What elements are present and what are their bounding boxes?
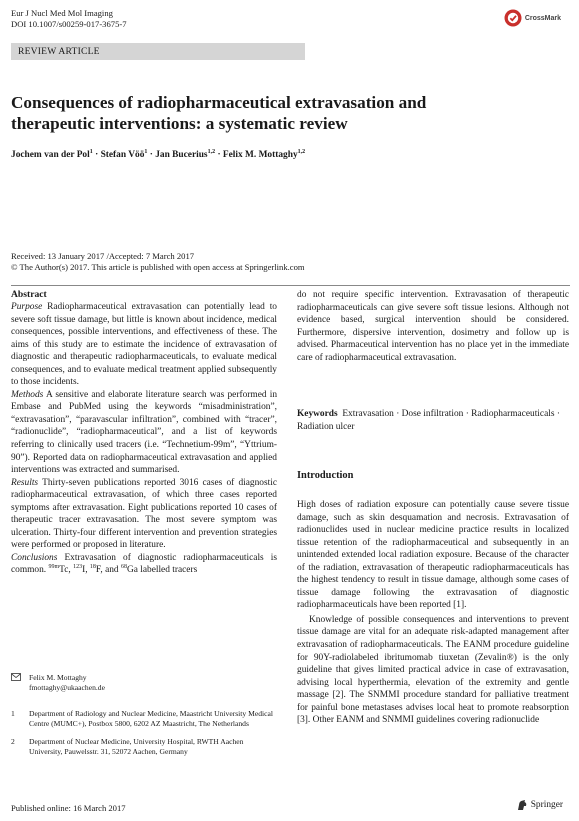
purpose-text: Radiopharmaceutical extravasation can potentially lead to severe soft tissue damage, but little is known about incidence, medical consequences, possible interventions, and effectiveness of these. The aims of this study are to estimate the incidence of extravasation of diagnostic and therapeutic radiopharmaceuticals, to evaluate medical consequences, and to evaluate medical treatment applied subsequently to those incidents. bbox=[11, 302, 277, 388]
intro-paragraph-1: High doses of radiation exposure can potentially cause severe tissue damage, such as skin desquamation and necrosis. Extravasation of radionuclides used in nuclear medicine practice results in localized tissue retention of the radiopharmaceutical and subsequently in an unintended extended local radiation exposure. Because of the character of the radiation, extravasation of therapeutic radiopharmaceuticals has the highest tendency to result in tissue damage, although some cases of tissue damage following the extravasation of diagnostic radiopharmaceuticals have been reported [1]. bbox=[297, 500, 569, 611]
affiliation-number: 1 bbox=[11, 709, 15, 718]
tracer-element: Tc bbox=[59, 565, 69, 576]
tracer-mass: 18 bbox=[89, 564, 96, 571]
introduction-heading: Introduction bbox=[297, 470, 354, 481]
divider bbox=[11, 285, 570, 286]
tracer-element: Ga bbox=[126, 565, 138, 576]
author-name[interactable]: Jochem van der Pol bbox=[11, 150, 90, 160]
springer-label: Springer bbox=[530, 800, 563, 810]
affiliation bbox=[11, 737, 277, 757]
correspondence-email[interactable]: fmottaghy@ukaachen.de bbox=[29, 683, 105, 692]
introduction-body bbox=[297, 499, 569, 727]
springer-horse-icon bbox=[516, 799, 528, 811]
journal-header bbox=[11, 8, 127, 30]
methods-text: A sensitive and elaborate literature search was performed in Embase and PubMed using the keywords “misadministration”, “extravasation”, “paravascular infiltration”, combined with “tracer”, “radionuclide”, “radiopharmaceutical”, and a list of keywords referring to clinically used tracers (i.e. “Technetium-99m”, “Yttrium-90”). Reported data on radiopharmaceutical extravasation and applied interventions was extracted and summarised. bbox=[11, 389, 278, 476]
correspondence bbox=[11, 673, 277, 693]
abstract-heading: Abstract bbox=[11, 289, 47, 300]
article-title: Consequences of radiopharmaceutical extravasation and therapeutic interventions: a systematic review bbox=[11, 93, 427, 133]
conclusions-continued: do not require specific intervention. Extravasation of therapeutic radiopharmaceuticals can give severe soft tissue lesions. Although not evidence based, surgical intervention should be considered. Furthermore, dispersive intervention, dosimetry and follow up is advised. Pharmaceutical intervention has no place yet in the immediate care of radiopharmaceutical extravasation. bbox=[297, 290, 569, 363]
published-online: Published online: 16 March 2017 bbox=[11, 803, 126, 813]
copyright-notice: © The Author(s) 2017. This article is published with open access at Springerlink.com bbox=[11, 262, 305, 273]
crossmark-icon bbox=[504, 9, 522, 27]
results-label: Results bbox=[11, 477, 39, 488]
tracer-element: F bbox=[95, 565, 101, 576]
crossmark-label: CrossMark bbox=[524, 14, 561, 22]
abstract-body bbox=[11, 301, 277, 577]
affiliation-text: Department of Nuclear Medicine, University Hospital, RWTH Aachen University, Pauwelsstr. 31, 52072 Aachen, Germany bbox=[29, 737, 244, 756]
tracer-mass: 99m bbox=[48, 564, 60, 571]
tracer-mass: 68 bbox=[120, 564, 127, 571]
affiliation bbox=[11, 709, 277, 729]
envelope-icon bbox=[11, 673, 23, 693]
conclusions-label: Conclusions bbox=[11, 552, 58, 563]
article-type-banner: REVIEW ARTICLE bbox=[11, 43, 305, 60]
keywords-label: Keywords bbox=[297, 409, 338, 419]
intro-paragraph-2: Knowledge of possible consequences and interventions to prevent tissue damage are vital for an adequate risk-adapted management after extravasation of radiopharmaceuticals. The EANM procedure guideline for 90Y-radiolabeled ibritumomab tiuxetan (Zevalin®) is the only guideline that gives limited practical advice in case of extravasation, advising local hyperthermia, elevation of the extremity and gentle massage [2]. The SNMMI procedure standard for palliative treatment for painful bone metastases advises local heat to promote reabsorption [3]. Other EANM and SNMMI guidelines covering radionuclide bbox=[297, 614, 569, 726]
footnotes bbox=[11, 673, 277, 761]
tracer-element: I bbox=[82, 565, 86, 576]
author-list: Jochem van der Pol$^1$ · Stefan Vöö$^1$ · Jan Bucerius$^{1,2}$ · Felix M. Mottaghy$^{1,2}$ bbox=[11, 148, 306, 160]
correspondence-name: Felix M. Mottaghy bbox=[29, 673, 87, 682]
abstract-conclusions: Conclusions Extravasation of diagnostic radiopharmaceuticals is common. $^{99m}$Tc, $^{123}$I, $^{18}$F, and $^{68}$Ga labelled tracers bbox=[11, 552, 278, 576]
springer-logo[interactable] bbox=[516, 799, 563, 811]
tracers-suffix: labelled tracers bbox=[140, 565, 198, 576]
author-name[interactable]: Jan Bucerius bbox=[155, 150, 208, 160]
journal-name: Eur J Nucl Med Mol Imaging bbox=[11, 8, 113, 18]
received-accepted: Received: 13 January 2017 /Accepted: 7 March 2017 bbox=[11, 251, 195, 261]
author-name[interactable]: Stefan Vöö bbox=[100, 150, 145, 160]
methods-label: Methods bbox=[11, 389, 44, 400]
keywords bbox=[297, 408, 569, 433]
author-affiliation: 1,2 bbox=[297, 148, 306, 155]
crossmark-badge[interactable] bbox=[504, 9, 561, 27]
doi-link[interactable]: DOI 10.1007/s00259-017-3675-7 bbox=[11, 19, 127, 30]
author-affiliation: 1 bbox=[144, 148, 148, 155]
abstract-methods bbox=[11, 389, 277, 477]
conclusions-text: Extravasation of diagnostic radiopharmaceuticals is common. bbox=[11, 552, 278, 576]
tracer-mass: 123 bbox=[73, 564, 83, 571]
abstract-results bbox=[11, 477, 277, 552]
purpose-label: Purpose bbox=[11, 302, 43, 312]
author-affiliation: 1 bbox=[89, 148, 93, 155]
results-text: Thirty-seven publications reported 3016 cases of diagnostic radiopharmaceutical extravasation, of which three cases reported symptoms after extravasation. Eight publications reported 10 cases of therapeutic tracer extravasation. The most severe symptom was ulceration. Thirty-four different intervention and prevention strategies were performed or proposed in literature. bbox=[11, 477, 277, 551]
author-affiliation: 1,2 bbox=[207, 148, 216, 155]
dates-block bbox=[11, 251, 305, 273]
keywords-list: Extravasation · Dose infiltration · Radiopharmaceuticals · Radiation ulcer bbox=[297, 409, 560, 432]
abstract-purpose bbox=[11, 301, 277, 389]
affiliation-text: Department of Radiology and Nuclear Medicine, Maastricht University Medical Centre (MUMC+), Postbox 5800, 6202 AZ Maastricht, The Netherlands bbox=[29, 709, 273, 728]
affiliation-number: 2 bbox=[11, 737, 15, 746]
author-name[interactable]: Felix M. Mottaghy bbox=[222, 150, 298, 160]
